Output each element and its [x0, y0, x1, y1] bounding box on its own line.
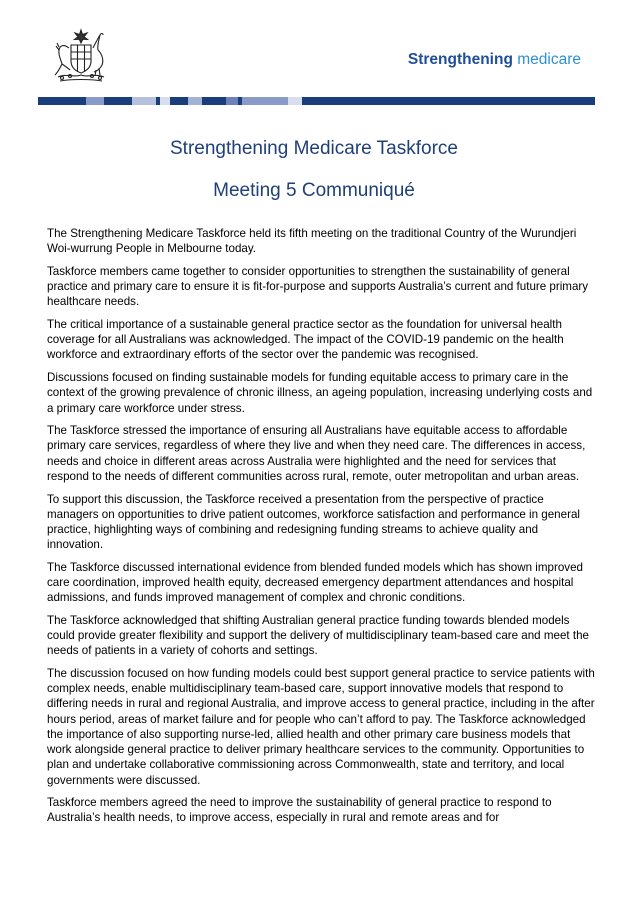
paragraph: Taskforce members came together to consider opportunities to strengthen the sustainability of general practice and primary care to ensure it is fit-for-purpose and supports Australia’s current and future primary healthcare needs. — [47, 264, 589, 309]
bar-segment — [86, 97, 104, 105]
brand-strong-text: Strengthening — [407, 51, 513, 68]
paragraph: The discussion focused on how funding models could best support general practice to service patients with complex needs, enable multidisciplinary team-based care, support innovative models that respond to differing needs in rural and regional Australia, and improve access to general practice, including in the after hours period, areas of market failure and for people who can’t afford to pay. The Taskforce acknowledged the importance of also supporting nurse-led, allied health and other primary care business models that work alongside general practice to deliver primary healthcare services to the community. Opportunities to plan and undertake collaborative commissioning across Commonwealth, state and territory, and local governments were discussed. — [47, 667, 595, 787]
bar-segment — [288, 97, 302, 105]
page-header — [0, 0, 628, 110]
header-divider-bar — [38, 97, 595, 105]
commonwealth-coat-of-arms-icon — [50, 28, 112, 86]
paragraph: The Taskforce discussed international evidence from blended funded models which has shown improved care coordination, improved health equity, decreased emergency department attendances and hospital admissions, and funds improved management of complex and chronic conditions. — [47, 560, 583, 605]
paragraph: Discussions focused on finding sustainable models for funding equitable access to primary care in the context of the growing prevalence of chronic illness, an ageing population, increasing underlying costs and a primary care workforce under stress. — [47, 371, 593, 415]
brand-light-text: medicare — [517, 51, 581, 68]
bar-segment — [226, 97, 238, 105]
bar-segment — [132, 97, 156, 105]
bar-segment — [242, 97, 288, 105]
communique-body — [47, 226, 595, 833]
strengthening-medicare-logo — [408, 51, 581, 69]
paragraph: The Taskforce acknowledged that shifting Australian general practice funding towards blended models could provide greater flexibility and support the delivery of multidisciplinary team-based care and meet the needs of patients in a variety of cohorts and settings. — [47, 613, 589, 658]
bar-segment — [160, 97, 170, 105]
paragraph: The critical importance of a sustainable general practice sector as the foundation for universal health coverage for all Australians was acknowledged. The impact of the COVID-19 pandemic on the health workforce and extraordinary efforts of the sector over the pandemic was recognised. — [47, 318, 564, 362]
paragraph: The Strengthening Medicare Taskforce held its fifth meeting on the traditional Country of the Wurundjeri Woi-wurrung People in Melbourne today. — [47, 227, 577, 256]
page-subtitle: Meeting 5 Communiqué — [213, 180, 415, 201]
paragraph: Taskforce members agreed the need to improve the sustainability of general practice to respond to Australia’s health needs, to improve access, especially in rural and remote areas and for — [47, 796, 552, 825]
paragraph: To support this discussion, the Taskforce received a presentation from the perspective of practice managers on opportunities to drive patient outcomes, workforce satisfaction and performance in general practice, highlighting ways of combining and redesigning funding streams to achieve quality and innovation. — [47, 492, 580, 552]
bar-segment — [188, 97, 202, 105]
paragraph: The Taskforce stressed the importance of ensuring all Australians have equitable access to affordable primary care services, regardless of where they live and when they need care. The differences in access, needs and choice in different areas across Australia were highlighted and the need for services that respond to the needs of different communities across rural, remote, outer metropolitan and urban areas. — [47, 424, 586, 483]
page-title: Strengthening Medicare Taskforce — [170, 138, 458, 159]
